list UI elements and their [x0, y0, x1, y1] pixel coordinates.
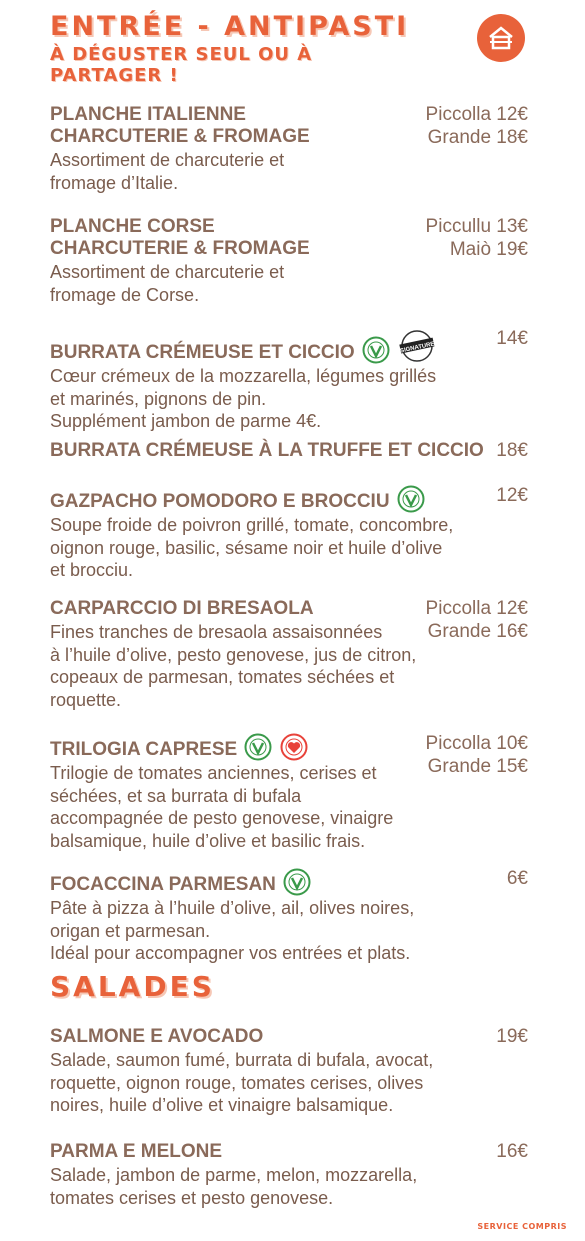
item-name: CARPARCCIO DI BRESAOLA	[50, 598, 314, 619]
item-prices: 18€	[496, 440, 528, 461]
item-name: TRILOGIA CAPRESE	[50, 733, 400, 761]
heart-badge-icon	[280, 733, 308, 761]
home-icon	[488, 25, 514, 51]
item-description: Trilogie de tomates anciennes, cerises et séchées, et sa burrata di bufala accompagnée de pesto genovese, vinaigre balsamique, huile d’olive et basilic frais.	[50, 763, 394, 851]
svg-text:SIGNATURE: SIGNATURE	[400, 341, 436, 355]
item-description: Salade, jambon de parme, melon, mozzarella, tomates cerises et pesto genovese.	[50, 1165, 418, 1208]
item-description: Salade, saumon fumé, burrata di bufala, avocat, roquette, oignon rouge, tomates cerises, olives noires, huile d’olive et vinaigre balsamique.	[50, 1050, 434, 1115]
menu-item-burrata-truffe	[50, 440, 528, 462]
menu-item-salmone-avocado	[50, 1026, 528, 1117]
item-prices: 16€	[496, 1141, 528, 1162]
item-name: FOCACCINA PARMESAN	[50, 868, 400, 896]
item-name: PARMA E MELONE	[50, 1141, 223, 1162]
item-name: GAZPACHO POMODORO E BROCCIU	[50, 485, 490, 513]
item-prices: 19€	[496, 1026, 528, 1047]
item-name: PLANCHE ITALIENNE CHARCUTERIE & FROMAGE	[50, 104, 310, 147]
item-description: Fines tranches de bresaola assaisonnées à l’huile d’olive, pesto genovese, jus de citron, copeaux de parmesan, tomates séchées et roquette.	[50, 622, 417, 710]
menu-item-trilogia-caprese	[50, 733, 528, 852]
item-name: BURRATA CRÉMEUSE À LA TRUFFE ET CICCIO	[50, 440, 484, 461]
vegetarian-badge-icon	[362, 336, 390, 364]
item-prices: 14€	[496, 328, 528, 349]
vegetarian-badge-icon	[397, 485, 425, 513]
item-name: SALMONE E AVOCADO	[50, 1026, 264, 1047]
item-name: BURRATA CRÉMEUSE ET CICCIO SIGNATURE	[50, 328, 490, 364]
item-description: Pâte à pizza à l’huile d’olive, ail, olives noires, origan et parmesan. Idéal pour accompagner vos entrées et plats.	[50, 898, 415, 963]
signature-badge-icon	[397, 328, 437, 364]
item-prices: 6€	[506, 868, 528, 889]
item-description: Assortiment de charcuterie et fromage de Corse.	[50, 262, 285, 305]
page-subtitle: À DÉGUSTER SEUL OU À PARTAGER !	[50, 44, 313, 86]
item-description: Assortiment de charcuterie et fromage d’Italie.	[50, 150, 285, 193]
item-name: PLANCHE CORSE CHARCUTERIE & FROMAGE	[50, 216, 310, 259]
menu-item-parma-melone	[50, 1141, 528, 1209]
vegetarian-badge-icon	[283, 868, 311, 896]
home-button[interactable]	[477, 14, 525, 62]
menu-item-carpaccio-bresaola	[50, 598, 528, 711]
page-title: ENTRÉE - ANTIPASTI	[50, 11, 410, 42]
menu-item-burrata-cremeuse	[50, 328, 528, 433]
item-description: Cœur crémeux de la mozzarella, légumes grillés et marinés, pignons de pin. Supplément jambon de parme 4€.	[50, 366, 437, 431]
item-prices: Piccolla 12€ Grande 18€	[425, 104, 528, 148]
item-prices: Piccolla 12€ Grande 16€	[425, 598, 528, 642]
item-prices: Piccolla 10€ Grande 15€	[425, 733, 528, 777]
menu-item-focaccina-parmesan	[50, 868, 528, 965]
menu-item-planche-corse	[50, 216, 528, 306]
menu-item-planche-italienne	[50, 104, 528, 194]
item-prices: Piccullu 13€ Maiò 19€	[425, 216, 528, 260]
vegetarian-badge-icon	[244, 733, 272, 761]
item-prices: 12€	[496, 485, 528, 506]
item-description: Soupe froide de poivron grillé, tomate, concombre, oignon rouge, basilic, sésame noir et huile d’olive et brocciu.	[50, 515, 454, 580]
service-note: SERVICE COMPRIS	[477, 1222, 567, 1231]
section-title-salades: SALADES	[50, 970, 215, 1003]
menu-item-gazpacho	[50, 485, 528, 582]
